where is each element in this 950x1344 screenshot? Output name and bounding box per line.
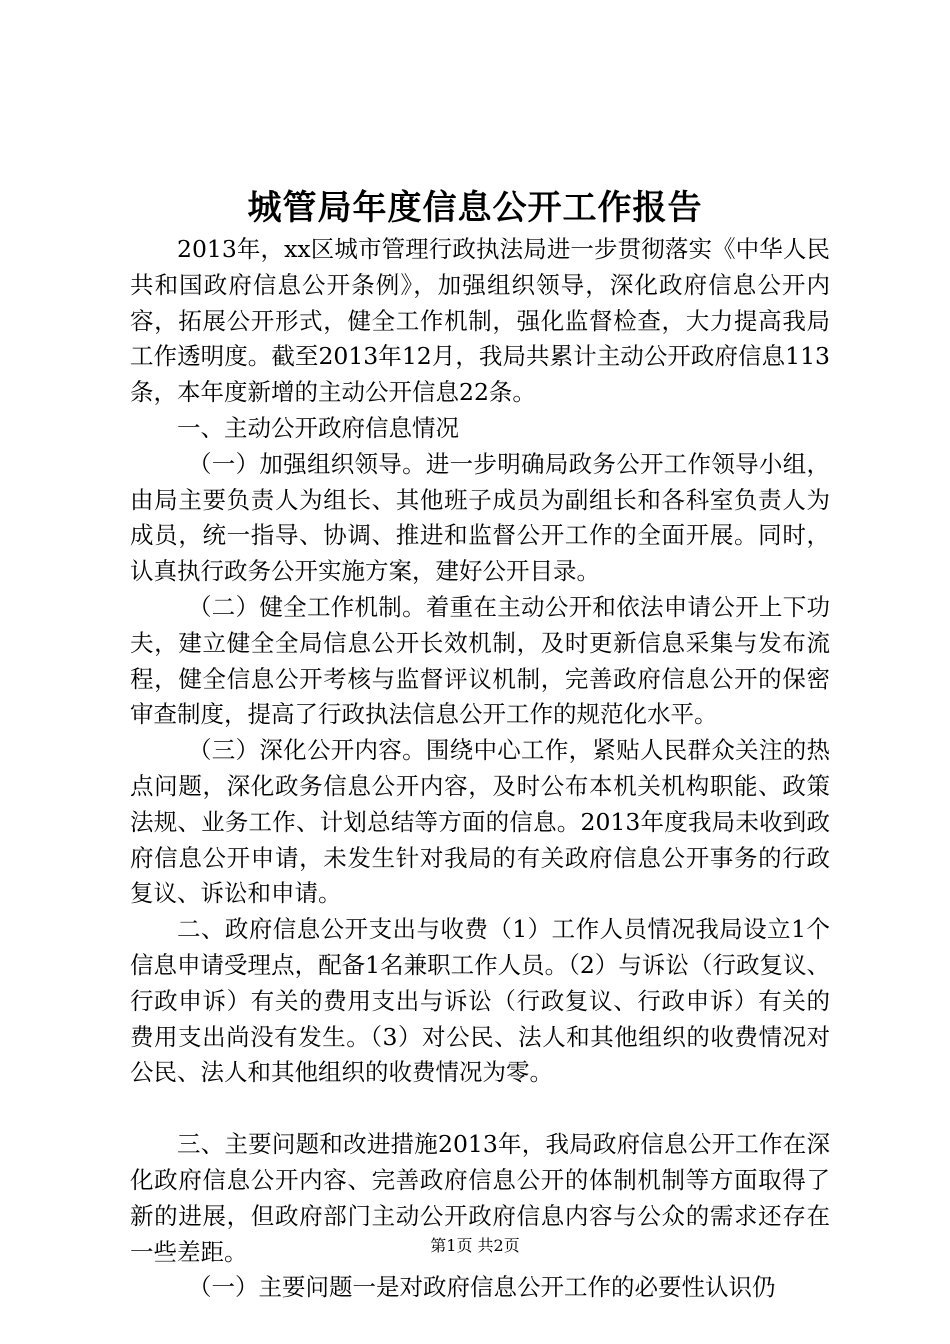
heading-section-1: 一、主动公开政府信息情况 bbox=[177, 413, 459, 442]
paragraph-intro: 2013年，xx区城市管理行政执法局进一步贯彻落实《中华人民共和国政府信息公开条例》，加强组织领导，深化政府信息公开内容，拓展公开形式，健全工作机制，强化监督检查，大力提高我局工作透明度。截至2013年12月，我局共累计主动公开政府信息113条，本年度新增的主动公开信息22条。 bbox=[130, 235, 830, 407]
document-body bbox=[130, 232, 830, 1306]
page-footer: 第1页 共2页 bbox=[430, 1236, 520, 1255]
paragraph-section-3-1: （一）主要问题一是对政府信息公开工作的必要性认识仍 bbox=[188, 1273, 776, 1302]
paragraph-section-2: 二、政府信息公开支出与收费（1）工作人员情况我局设立1个信息申请受理点，配备1名兼职工作人员。（2）与诉讼（行政复议、行政申诉）有关的费用支出与诉讼（行政复议、行政申诉）有关的费用支出尚没有发生。（3）对公民、法人和其他组织的收费情况对公民、法人和其他组织的收费情况为零。 bbox=[130, 915, 830, 1087]
paragraph-spacer bbox=[130, 1091, 830, 1127]
paragraph-section-1-2: （二）健全工作机制。着重在主动公开和依法申请公开上下功夫，建立健全全局信息公开长效机制，及时更新信息采集与发布流程，健全信息公开考核与监督评议机制，完善政府信息公开的保密审查制度，提高了行政执法信息公开工作的规范化水平。 bbox=[130, 592, 830, 729]
paragraph-section-1-1: （一）加强组织领导。进一步明确局政务公开工作领导小组，由局主要负责人为组长、其他班子成员为副组长和各科室负责人为成员，统一指导、协调、推进和监督公开工作的全面开展。同时，认真执行政务公开实施方案，建好公开目录。 bbox=[130, 449, 830, 586]
document-title: 城管局年度信息公开工作报告 bbox=[247, 188, 703, 228]
paragraph-section-3: 三、主要问题和改进措施2013年，我局政府信息公开工作在深化政府信息公开内容、完善政府信息公开的体制机制等方面取得了新的进展，但政府部门主动公开政府信息内容与公众的需求还存在一些差距。 bbox=[130, 1130, 830, 1266]
paragraph-section-1-3: （三）深化公开内容。围绕中心工作，紧贴人民群众关注的热点问题，深化政务信息公开内容，及时公布本机关机构职能、政策法规、业务工作、计划总结等方面的信息。2013年度我局未收到政府信息公开申请，未发生针对我局的有关政府信息公开事务的行政复议、诉讼和申请。 bbox=[130, 736, 830, 908]
